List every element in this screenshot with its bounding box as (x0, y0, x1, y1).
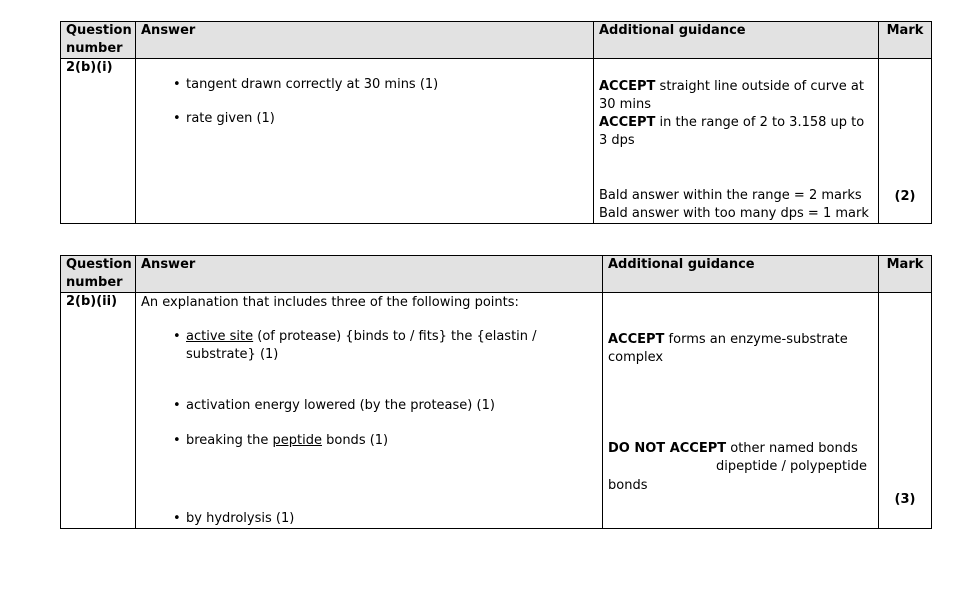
mark-value: (3) (894, 492, 916, 507)
answer-point-4: • by hydrolysis (1) (173, 510, 597, 528)
guidance-do-not-accept-detail: dipeptide / polypeptide (716, 459, 867, 474)
guidance-cell (603, 293, 879, 529)
answer-points (173, 76, 588, 128)
answer-cell (136, 59, 594, 224)
answer-points (173, 328, 597, 528)
table-header-row (61, 256, 932, 293)
mark-cell (879, 59, 932, 224)
guidance-do-not-accept: DO NOT ACCEPT other named bonds (608, 441, 858, 456)
header-mark: Mark (879, 256, 932, 293)
answer-point-2: • activation energy lowered (by the protease) (1) (173, 397, 597, 415)
answer-intro: An explanation that includes three of the following points: (141, 295, 519, 310)
guidance-cell (594, 59, 879, 224)
mark-scheme-table-2bii (60, 255, 932, 529)
guidance-do-not-accept-bonds: bonds (608, 478, 648, 493)
header-question-number: Question number (61, 256, 136, 293)
answer-point-1: • tangent drawn correctly at 30 mins (1) (173, 76, 588, 94)
table-row (61, 59, 932, 224)
header-question-number: Question number (61, 22, 136, 59)
question-number: 2(b)(i) (61, 59, 136, 224)
header-additional-guidance: Additional guidance (603, 256, 879, 293)
answer-point-1: • active site (of protease) {binds to / fits} the {elastin / substrate} (1) (173, 328, 597, 364)
guidance-bald-1: Bald answer within the range = 2 marks (599, 188, 862, 203)
guidance-accept-2: ACCEPT in the range of 2 to 3.158 up to 3 dps (599, 115, 865, 148)
header-answer: Answer (136, 256, 603, 293)
answer-point-3: • breaking the peptide bonds (1) (173, 432, 597, 450)
mark-value: (2) (894, 189, 916, 204)
table-row (61, 293, 932, 529)
guidance-bald-2: Bald answer with too many dps = 1 mark (599, 206, 869, 221)
header-mark: Mark (879, 22, 932, 59)
guidance-accept-1: ACCEPT straight line outside of curve at 30 mins (599, 79, 864, 112)
header-answer: Answer (136, 22, 594, 59)
mark-scheme-table-2bi (60, 21, 932, 224)
question-number: 2(b)(ii) (61, 293, 136, 529)
answer-cell (136, 293, 603, 529)
header-additional-guidance: Additional guidance (594, 22, 879, 59)
table-header-row (61, 22, 932, 59)
guidance-accept: ACCEPT forms an enzyme-substrate complex (608, 332, 848, 365)
answer-point-2: • rate given (1) (173, 110, 588, 128)
mark-cell (879, 293, 932, 529)
